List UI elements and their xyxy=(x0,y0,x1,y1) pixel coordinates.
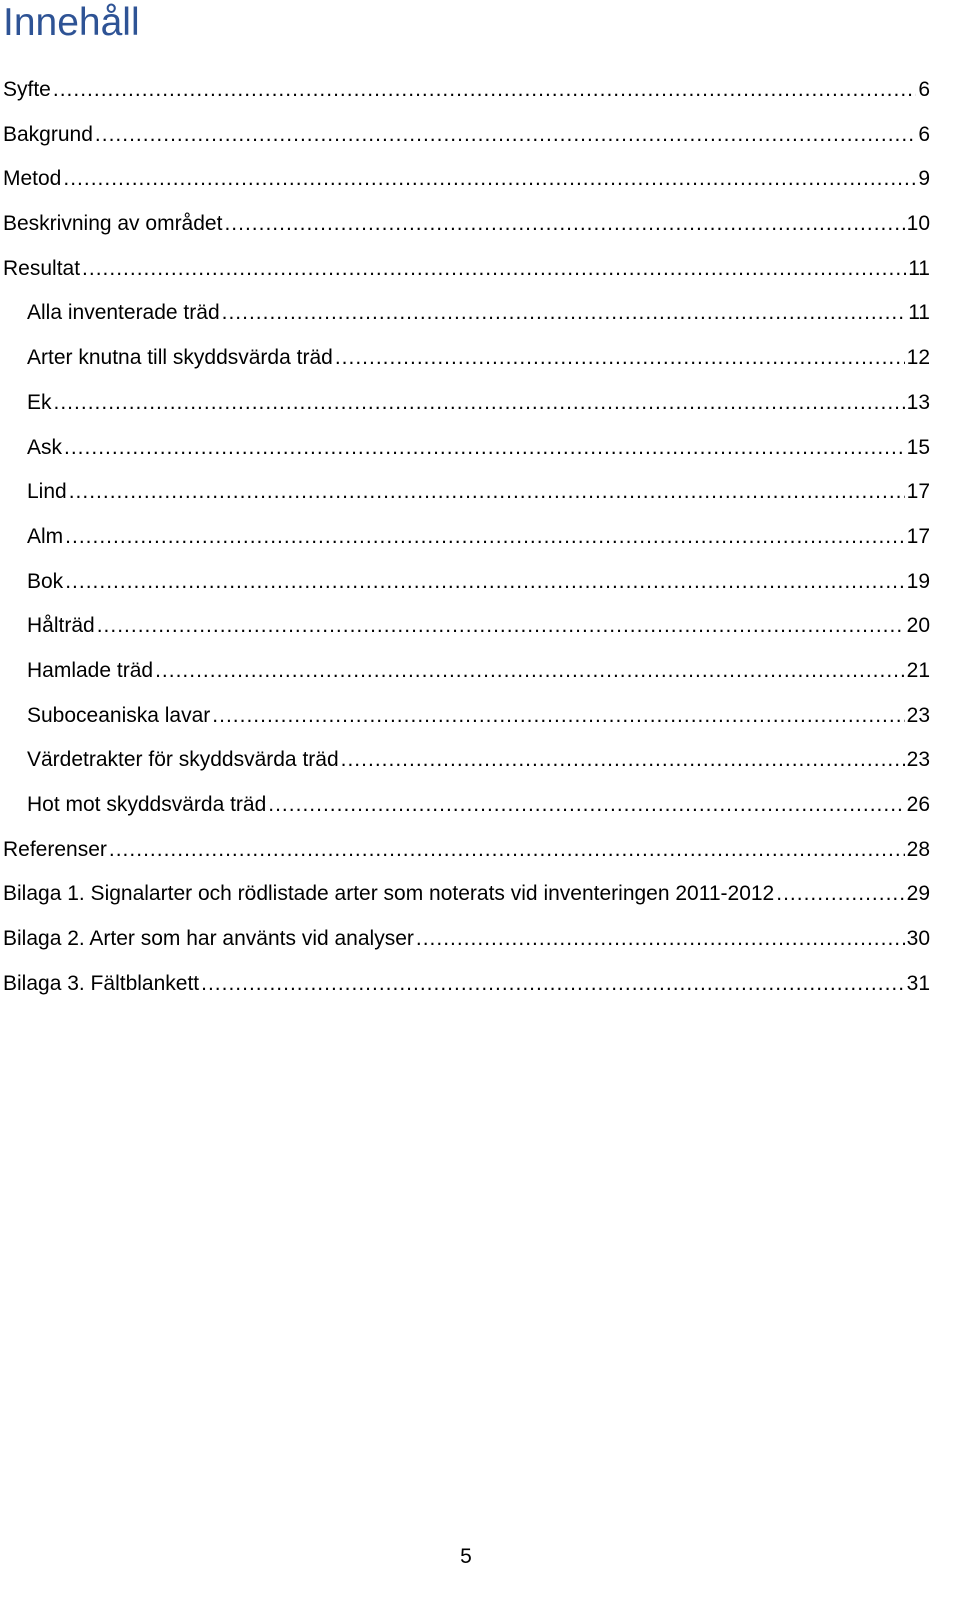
toc-entry-title[interactable]: Hot mot skyddsvärda träd xyxy=(27,793,267,816)
table-of-contents xyxy=(0,68,930,1006)
toc-entry-title[interactable]: Bakgrund xyxy=(3,122,93,146)
toc-entry-page: 20 xyxy=(906,614,930,638)
toc-entry[interactable] xyxy=(0,291,930,336)
toc-entry-title[interactable]: Bilaga 3. Fältblankett xyxy=(3,971,200,995)
toc-entry[interactable] xyxy=(0,68,930,113)
dot-leader xyxy=(222,291,907,336)
dot-leader xyxy=(212,694,904,739)
toc-entry-title[interactable]: Beskrivning av området xyxy=(3,212,223,236)
dot-leader xyxy=(54,381,905,426)
dot-leader xyxy=(224,202,904,247)
toc-entry-page: 12 xyxy=(906,346,930,370)
dot-leader xyxy=(335,336,905,381)
toc-entry-page: 13 xyxy=(906,390,930,414)
toc-entry-title[interactable]: Resultat xyxy=(3,256,81,280)
toc-entry-page: 17 xyxy=(906,480,930,504)
toc-entry[interactable] xyxy=(0,202,930,247)
dot-leader xyxy=(69,470,905,515)
toc-entry-page: 23 xyxy=(906,748,930,772)
toc-entry-page: 23 xyxy=(906,703,930,727)
toc-entry[interactable] xyxy=(0,247,930,292)
toc-entry-page: 28 xyxy=(906,837,930,861)
toc-entry-title[interactable]: Bilaga 2. Arter som har använts vid analyser xyxy=(3,927,414,951)
toc-entry[interactable] xyxy=(0,157,930,202)
toc-entry-page: 29 xyxy=(906,882,930,906)
toc-entry-title[interactable]: Metod xyxy=(3,167,62,191)
toc-entry-title[interactable]: Alla inventerade träd xyxy=(27,301,220,325)
toc-entry[interactable] xyxy=(0,783,930,828)
dot-leader xyxy=(95,113,916,158)
toc-entry-title[interactable]: Lind xyxy=(27,480,67,504)
toc-entry[interactable] xyxy=(0,604,930,649)
toc-entry[interactable] xyxy=(0,381,930,426)
toc-entry-page: 17 xyxy=(906,524,930,548)
toc-entry[interactable] xyxy=(0,738,930,783)
dot-leader xyxy=(64,426,905,471)
toc-entry-title[interactable]: Syfte xyxy=(3,78,51,101)
dot-leader xyxy=(65,560,904,605)
toc-entry-title[interactable]: Hamlade träd xyxy=(27,658,154,682)
toc-entry[interactable] xyxy=(0,515,930,560)
toc-entry-page: 11 xyxy=(908,256,930,280)
toc-entry[interactable] xyxy=(0,694,930,739)
toc-entry-title[interactable]: Bok xyxy=(27,569,64,593)
toc-entry-page: 9 xyxy=(918,167,930,191)
toc-entry-title[interactable]: Ek xyxy=(27,390,52,414)
toc-entry[interactable] xyxy=(0,649,930,694)
dot-leader xyxy=(776,872,904,917)
dot-leader xyxy=(97,604,905,649)
toc-entry-page: 11 xyxy=(908,301,930,325)
toc-entry[interactable] xyxy=(0,917,930,962)
toc-entry-title[interactable]: Referenser xyxy=(3,837,107,861)
dot-leader xyxy=(268,783,904,828)
toc-entry[interactable] xyxy=(0,426,930,471)
dot-leader xyxy=(201,962,905,1007)
dot-leader xyxy=(109,828,905,873)
dot-leader xyxy=(65,515,904,560)
dot-leader xyxy=(63,157,916,202)
toc-entry-page: 26 xyxy=(906,793,930,816)
toc-entry-page: 6 xyxy=(918,122,930,146)
dot-leader xyxy=(82,247,906,292)
dot-leader xyxy=(155,649,905,694)
page-number: 5 xyxy=(460,1545,472,1568)
toc-entry[interactable] xyxy=(0,336,930,381)
toc-entry[interactable] xyxy=(0,828,930,873)
toc-entry-title[interactable]: Bilaga 1. Signalarter och rödlistade arter som noterats vid inventeringen 2011-2012 xyxy=(3,882,775,906)
toc-entry-page: 19 xyxy=(906,569,930,593)
toc-entry-page: 31 xyxy=(906,971,930,995)
toc-entry-title[interactable]: Värdetrakter för skyddsvärda träd xyxy=(27,748,339,772)
toc-entry-title[interactable]: Alm xyxy=(27,524,64,548)
dot-leader xyxy=(341,738,905,783)
toc-entry-page: 10 xyxy=(906,212,930,236)
toc-entry-page: 15 xyxy=(906,435,930,459)
toc-entry-title[interactable]: Suboceaniska lavar xyxy=(27,703,211,727)
toc-entry[interactable] xyxy=(0,113,930,158)
toc-entry[interactable] xyxy=(0,962,930,1007)
toc-entry-page: 30 xyxy=(906,927,930,951)
dot-leader xyxy=(416,917,905,962)
toc-entry[interactable] xyxy=(0,872,930,917)
dot-leader xyxy=(53,68,916,113)
toc-entry[interactable] xyxy=(0,560,930,605)
toc-heading: Innehåll xyxy=(3,1,140,44)
toc-entry-title[interactable]: Hålträd xyxy=(27,614,95,638)
toc-entry-title[interactable]: Ask xyxy=(27,435,63,459)
toc-entry-page: 6 xyxy=(918,78,930,101)
toc-entry[interactable] xyxy=(0,470,930,515)
toc-entry-title[interactable]: Arter knutna till skyddsvärda träd xyxy=(27,346,333,370)
toc-entry-page: 21 xyxy=(906,658,930,682)
